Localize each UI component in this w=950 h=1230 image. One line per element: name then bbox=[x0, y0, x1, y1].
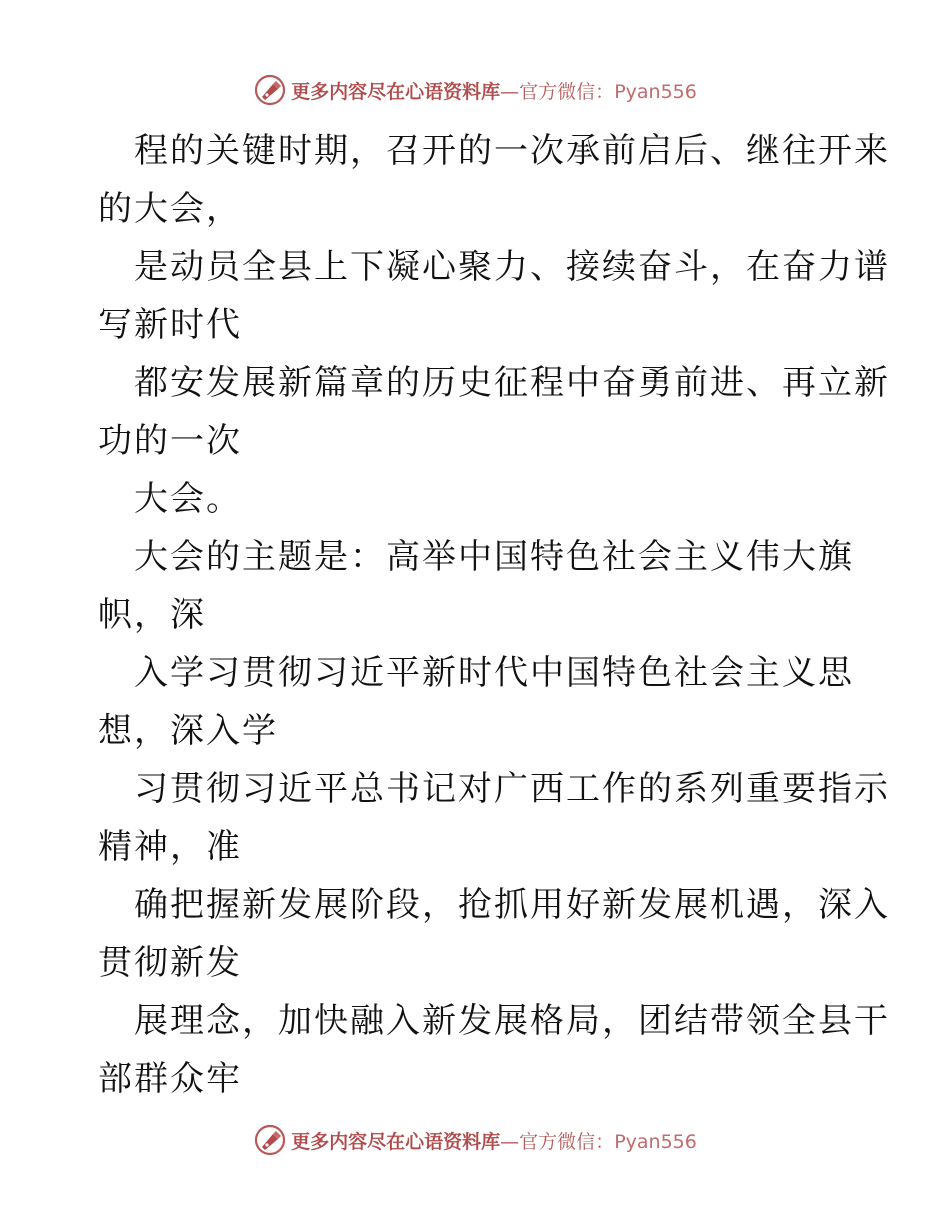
header-promo: 更多内容尽在心语资料库 bbox=[291, 80, 501, 103]
text-line: 入学习贯彻习近平新时代中国特色社会主义思 bbox=[134, 653, 854, 693]
pen-nib-logo-icon bbox=[253, 73, 287, 107]
footer-promo: 更多内容尽在心语资料库 bbox=[291, 1130, 501, 1153]
footer-account: Pyan556 bbox=[614, 1130, 697, 1153]
text-line: 写新时代 bbox=[98, 305, 242, 345]
document-body bbox=[98, 122, 890, 1108]
text-line: 帜，深 bbox=[98, 595, 206, 635]
header-contact: 官方微信： bbox=[519, 80, 615, 103]
text-line: 习贯彻习近平总书记对广西工作的系列重要指示 bbox=[134, 769, 890, 809]
text-line: 功的一次 bbox=[98, 421, 242, 461]
footer-watermark bbox=[0, 1120, 950, 1160]
header-dash: — bbox=[500, 80, 520, 103]
header-account: Pyan556 bbox=[614, 80, 697, 103]
footer-watermark-text bbox=[291, 1127, 697, 1154]
text-line: 是动员全县上下凝心聚力、接续奋斗，在奋力谱 bbox=[134, 247, 890, 287]
text-line: 大会。 bbox=[134, 479, 242, 519]
header-watermark bbox=[0, 70, 950, 110]
header-watermark-text bbox=[291, 77, 697, 104]
footer-contact: 官方微信： bbox=[519, 1130, 615, 1153]
text-line: 确把握新发展阶段，抢抓用好新发展机遇，深入 bbox=[134, 885, 890, 925]
text-line: 的大会， bbox=[98, 189, 242, 229]
text-line: 部群众牢 bbox=[98, 1059, 242, 1099]
text-line: 精神，准 bbox=[98, 827, 242, 867]
text-line: 贯彻新发 bbox=[98, 943, 242, 983]
text-line: 大会的主题是：高举中国特色社会主义伟大旗 bbox=[134, 537, 854, 577]
text-line: 程的关键时期，召开的一次承前启后、继往开来 bbox=[134, 131, 890, 171]
text-line: 展理念，加快融入新发展格局，团结带领全县干 bbox=[134, 1001, 890, 1041]
text-line: 都安发展新篇章的历史征程中奋勇前进、再立新 bbox=[134, 363, 890, 403]
text-line: 想，深入学 bbox=[98, 711, 278, 751]
footer-dash: — bbox=[500, 1130, 520, 1153]
pen-nib-logo-icon bbox=[253, 1123, 287, 1157]
